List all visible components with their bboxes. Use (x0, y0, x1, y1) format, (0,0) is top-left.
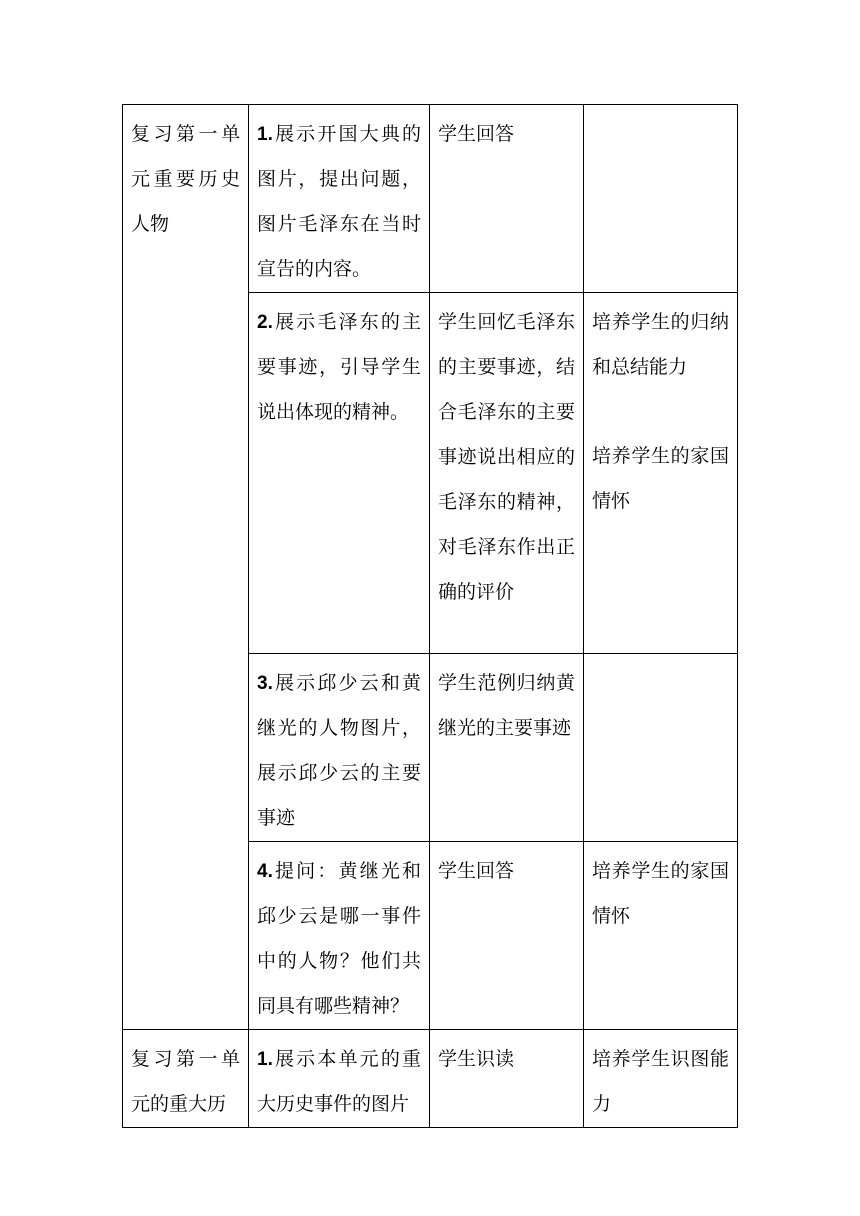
student-cell (430, 842, 584, 1030)
activity-cell (249, 654, 430, 842)
student-cell (430, 1030, 584, 1128)
student-cell (430, 654, 584, 842)
table-row (123, 105, 738, 293)
student-cell (430, 105, 584, 293)
step-number: 1. (257, 1049, 273, 1070)
student-text: 学生范例归纳黄继光的主要事迹 (438, 672, 575, 739)
activity-text: 提问：黄继光和邱少云是哪一事件中的人物？他们共同具有哪些精神？ (257, 860, 421, 1017)
goal-cell (584, 105, 738, 293)
student-text: 学生回答 (438, 860, 515, 882)
step-number: 3. (257, 673, 273, 694)
goal-cell (584, 654, 738, 842)
lesson-plan-table (122, 104, 738, 1128)
goal-cell (584, 842, 738, 1030)
goal-text: 培养学生的家国情怀 (592, 860, 729, 927)
student-text: 学生回答 (438, 123, 515, 145)
step-number: 2. (257, 312, 273, 333)
goal-cell (584, 293, 738, 654)
section-label: 复习第一单元重要历史人物 (131, 123, 240, 235)
section-cell (123, 1030, 249, 1128)
goal-text: 培养学生识图能力 (592, 1048, 729, 1115)
section-cell (123, 105, 249, 1030)
activity-cell (249, 105, 430, 293)
student-cell (430, 293, 584, 654)
activity-text: 展示邱少云和黄继光的人物图片，展示邱少云的主要事迹 (257, 672, 421, 829)
student-text: 学生回忆毛泽东的主要事迹，结合毛泽东的主要事迹说出相应的毛泽东的精神，对毛泽东作出正确的评价 (438, 311, 575, 603)
goal-cell (584, 1030, 738, 1128)
activity-text: 展示毛泽东的主要事迹，引导学生说出体现的精神。 (257, 311, 421, 423)
step-number: 4. (257, 861, 273, 882)
goal-text: 培养学生的家国情怀 (592, 445, 729, 512)
student-text: 学生识读 (438, 1048, 515, 1070)
activity-cell (249, 842, 430, 1030)
goal-text: 培养学生的归纳和总结能力 (592, 311, 729, 378)
goal-spacer (592, 390, 729, 434)
activity-cell (249, 1030, 430, 1128)
table-row (123, 1030, 738, 1128)
section-label: 复习第一单元的重大历 (131, 1048, 240, 1115)
activity-cell (249, 293, 430, 654)
activity-text: 展示开国大典的图片，提出问题，图片毛泽东在当时宣告的内容。 (257, 123, 421, 280)
activity-text: 展示本单元的重大历史事件的图片 (257, 1048, 421, 1115)
step-number: 1. (257, 124, 273, 145)
